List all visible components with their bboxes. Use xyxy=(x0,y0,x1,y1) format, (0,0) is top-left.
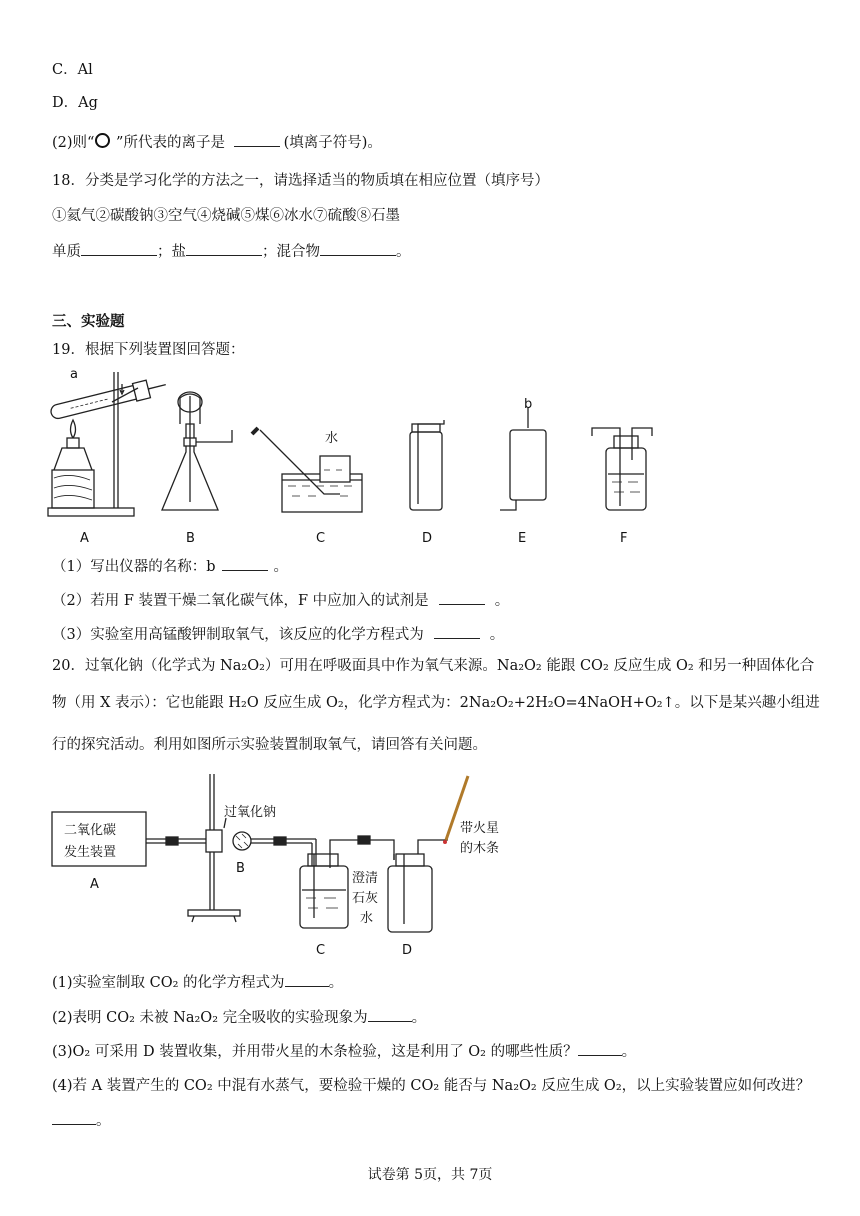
q20-part1 xyxy=(52,972,343,993)
label-b: b xyxy=(524,397,533,412)
label-box-line2: 发生装置 xyxy=(64,845,117,860)
answer-blank[interactable] xyxy=(320,241,396,256)
q20-part4: (4)若 A 装置产生的 CO₂ 中混有水蒸气，要检验干燥的 CO₂ 能否与 Na₂O₂ 反应生成 O₂，以上实验装置应如何改进？ xyxy=(52,1078,811,1094)
answer-blank[interactable] xyxy=(578,1041,622,1056)
apparatus-f xyxy=(592,428,652,546)
letter-d: D xyxy=(422,531,433,546)
label-limewater-2: 石灰 xyxy=(352,891,379,906)
letter-f: F xyxy=(620,531,628,546)
q19-part2 xyxy=(52,590,509,611)
q20-stem-line1: 20．过氧化钠（化学式为 Na₂O₂）可用在呼吸面具中作为氧气来源。Na₂O₂ 能跟 CO₂ 反应生成 O₂ 和另一种固体化合 xyxy=(52,658,815,674)
q17-part2-pre: (2)则“ xyxy=(52,135,95,151)
q20-apparatus-figure xyxy=(48,770,518,962)
option-d: D．Ag xyxy=(52,95,98,111)
end-mark: 。 xyxy=(96,1113,111,1129)
q18-blanks xyxy=(52,241,411,262)
q19-part3-pre: （3）实验室用高锰酸钾制取氧气，该反应的化学方程式为 xyxy=(52,627,424,643)
letter-e: E xyxy=(518,531,527,546)
apparatus-d xyxy=(410,420,444,546)
letter-c: C xyxy=(316,531,326,546)
answer-blank[interactable] xyxy=(186,241,262,256)
label-a: a xyxy=(70,367,78,382)
label-limewater-3: 水 xyxy=(360,911,374,926)
q17-part2 xyxy=(52,132,382,153)
page-footer: 试卷第 5页，共 7页 xyxy=(367,1167,493,1183)
q20-part3 xyxy=(52,1041,636,1062)
apparatus-a xyxy=(48,367,168,546)
label-salt: ；盐 xyxy=(157,244,186,260)
q20-part3-text: (3)O₂ 可采用 D 装置收集，并用带火星的木条检验，这是利用了 O₂ 的哪些性质？ xyxy=(52,1044,578,1060)
label-splint-2: 的木条 xyxy=(460,841,500,856)
answer-blank[interactable] xyxy=(434,624,480,639)
end-mark: 。 xyxy=(328,975,344,991)
answer-blank[interactable] xyxy=(234,132,280,147)
apparatus-e xyxy=(500,397,546,546)
q19-stem: 19．根据下列装置图回答题： xyxy=(52,342,245,358)
q17-part2-post: ”所代表的离子是 xyxy=(111,135,225,151)
letter-c: C xyxy=(316,943,326,958)
q19-part1-pre: （1）写出仪器的名称：b xyxy=(52,559,216,575)
end-mark: 。 xyxy=(411,1010,427,1026)
label-splint-1: 带火星 xyxy=(460,821,500,836)
answer-blank[interactable] xyxy=(81,241,157,256)
section-heading: 三、实验题 xyxy=(52,313,125,330)
q20-part4-answer xyxy=(52,1110,111,1131)
circle-icon xyxy=(95,133,110,148)
q17-part2-tail: (填离子符号)。 xyxy=(283,135,382,151)
q20-part2 xyxy=(52,1007,426,1028)
end-mark: 。 xyxy=(494,593,510,609)
label-limewater-1: 澄清 xyxy=(352,871,379,886)
option-c: C．Al xyxy=(52,62,93,78)
q19-part3 xyxy=(52,624,504,645)
label-mixture: ；混合物 xyxy=(262,244,320,260)
letter-a: A xyxy=(90,877,99,892)
q19-part2-pre: （2）若用 F 装置干燥二氧化碳气体，F 中应加入的试剂是 xyxy=(52,593,429,609)
end-mark: 。 xyxy=(621,1044,637,1060)
letter-b: B xyxy=(236,861,245,876)
end-mark: 。 xyxy=(396,244,411,260)
label-na2o2: 过氧化钠 xyxy=(224,805,277,820)
answer-blank[interactable] xyxy=(368,1007,412,1022)
q20-part1-text: (1)实验室制取 CO₂ 的化学方程式为 xyxy=(52,975,285,991)
label-elemental: 单质 xyxy=(52,244,81,260)
label-water: 水 xyxy=(325,431,339,446)
letter-b: B xyxy=(186,531,195,546)
apparatus-c xyxy=(252,428,362,546)
label-box-line1: 二氧化碳 xyxy=(64,823,117,838)
answer-blank[interactable] xyxy=(222,556,268,571)
q19-apparatus-figure xyxy=(40,362,680,548)
q19-part1 xyxy=(52,556,288,577)
letter-a: A xyxy=(80,531,89,546)
q18-items: ①氦气②碳酸钠③空气④烧碱⑤煤⑥冰水⑦硫酸⑧石墨 xyxy=(52,208,400,224)
q18-stem: 18．分类是学习化学的方法之一，请选择适当的物质填在相应位置（填序号） xyxy=(52,173,549,189)
answer-blank[interactable] xyxy=(439,590,485,605)
end-mark: 。 xyxy=(489,627,505,643)
apparatus-b xyxy=(162,392,232,546)
letter-d: D xyxy=(402,943,413,958)
answer-blank[interactable] xyxy=(52,1110,96,1125)
q20-part2-text: (2)表明 CO₂ 未被 Na₂O₂ 完全吸收的实验现象为 xyxy=(52,1010,368,1026)
end-mark: 。 xyxy=(273,559,289,575)
q20-stem-line3: 行的探究活动。利用如图所示实验装置制取氧气，请回答有关问题。 xyxy=(52,737,487,753)
q20-stem-line2: 物（用 X 表示）：它也能跟 H₂O 反应生成 O₂，化学方程式为：2Na₂O₂+2H₂O=4NaOH+O₂↑。以下是某兴趣小组进 xyxy=(52,695,820,711)
answer-blank[interactable] xyxy=(285,972,329,987)
